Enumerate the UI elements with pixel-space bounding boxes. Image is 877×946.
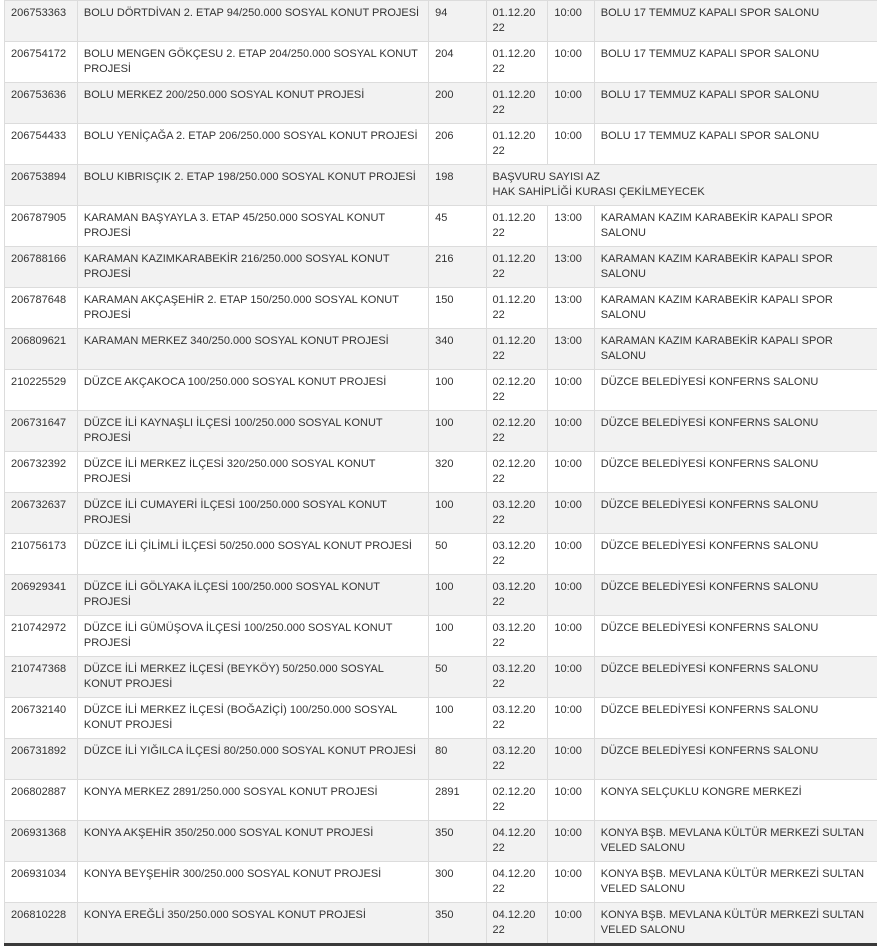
application-id-cell: 206754433 xyxy=(5,124,78,165)
draw-time-cell: 13:00 xyxy=(548,247,594,288)
draw-date-cell: 01.12.2022 xyxy=(486,42,548,83)
project-name-cell: DÜZCE İLİ GÜMÜŞOVA İLÇESİ 100/250.000 SOSYAL KONUT PROJESİ xyxy=(77,616,428,657)
draw-time-cell: 13:00 xyxy=(548,288,594,329)
unit-count-cell: 300 xyxy=(429,862,486,903)
table-row xyxy=(5,288,877,329)
table-row xyxy=(5,657,877,698)
draw-time-cell: 10:00 xyxy=(548,862,594,903)
application-id-cell: 206753363 xyxy=(5,1,78,42)
table-row xyxy=(5,575,877,616)
draw-date-cell: 03.12.2022 xyxy=(486,493,548,534)
draw-date-cell: 01.12.2022 xyxy=(486,1,548,42)
venue-cell: BOLU 17 TEMMUZ KAPALI SPOR SALONU xyxy=(594,1,877,42)
application-id-cell: 206929341 xyxy=(5,575,78,616)
project-name-cell: KARAMAN KAZIMKARABEKİR 216/250.000 SOSYAL KONUT PROJESİ xyxy=(77,247,428,288)
unit-count-cell: 150 xyxy=(429,288,486,329)
draw-time-cell: 10:00 xyxy=(548,124,594,165)
draw-date-cell: 01.12.2022 xyxy=(486,206,548,247)
project-name-cell: DÜZCE İLİ MERKEZ İLÇESİ 320/250.000 SOSYAL KONUT PROJESİ xyxy=(77,452,428,493)
application-id-cell: 206731647 xyxy=(5,411,78,452)
unit-count-cell: 206 xyxy=(429,124,486,165)
table-row xyxy=(5,739,877,780)
unit-count-cell: 50 xyxy=(429,534,486,575)
application-id-cell: 206732140 xyxy=(5,698,78,739)
unit-count-cell: 100 xyxy=(429,411,486,452)
application-id-cell: 206732392 xyxy=(5,452,78,493)
venue-cell: DÜZCE BELEDİYESİ KONFERNS SALONU xyxy=(594,452,877,493)
project-name-cell: DÜZCE İLİ CUMAYERİ İLÇESİ 100/250.000 SOSYAL KONUT PROJESİ xyxy=(77,493,428,534)
table-row xyxy=(5,452,877,493)
draw-time-cell: 10:00 xyxy=(548,452,594,493)
table-row xyxy=(5,862,877,903)
venue-cell: KARAMAN KAZIM KARABEKİR KAPALI SPOR SALONU xyxy=(594,329,877,370)
application-id-cell: 210747368 xyxy=(5,657,78,698)
unit-count-cell: 340 xyxy=(429,329,486,370)
unit-count-cell: 100 xyxy=(429,575,486,616)
application-id-cell: 206753894 xyxy=(5,165,78,206)
draw-time-cell: 10:00 xyxy=(548,83,594,124)
application-id-cell: 210225529 xyxy=(5,370,78,411)
draw-date-cell: 04.12.2022 xyxy=(486,862,548,903)
project-name-cell: BOLU MENGEN GÖKÇESU 2. ETAP 204/250.000 SOSYAL KONUT PROJESİ xyxy=(77,42,428,83)
venue-cell: KONYA BŞB. MEVLANA KÜLTÜR MERKEZİ SULTAN VELED SALONU xyxy=(594,862,877,903)
draw-date-cell: 02.12.2022 xyxy=(486,780,548,821)
application-id-cell: 206754172 xyxy=(5,42,78,83)
application-id-cell: 210756173 xyxy=(5,534,78,575)
application-id-cell: 206787905 xyxy=(5,206,78,247)
unit-count-cell: 198 xyxy=(429,165,486,206)
project-name-cell: KONYA MERKEZ 2891/250.000 SOSYAL KONUT PROJESİ xyxy=(77,780,428,821)
venue-cell: DÜZCE BELEDİYESİ KONFERNS SALONU xyxy=(594,616,877,657)
application-id-cell: 210742972 xyxy=(5,616,78,657)
unit-count-cell: 2891 xyxy=(429,780,486,821)
unit-count-cell: 100 xyxy=(429,698,486,739)
project-name-cell: DÜZCE İLİ MERKEZ İLÇESİ (BOĞAZİÇİ) 100/250.000 SOSYAL KONUT PROJESİ xyxy=(77,698,428,739)
draw-note-cell xyxy=(486,165,877,206)
venue-cell: KARAMAN KAZIM KARABEKİR KAPALI SPOR SALONU xyxy=(594,206,877,247)
draw-time-cell: 10:00 xyxy=(548,903,594,945)
project-name-cell: DÜZCE İLİ KAYNAŞLI İLÇESİ 100/250.000 SOSYAL KONUT PROJESİ xyxy=(77,411,428,452)
venue-cell: DÜZCE BELEDİYESİ KONFERNS SALONU xyxy=(594,739,877,780)
draw-time-cell: 13:00 xyxy=(548,329,594,370)
project-name-cell: KONYA EREĞLİ 350/250.000 SOSYAL KONUT PROJESİ xyxy=(77,903,428,945)
draw-note-line: HAK SAHİPLİĞİ KURASI ÇEKİLMEYECEK xyxy=(493,185,875,200)
venue-cell: DÜZCE BELEDİYESİ KONFERNS SALONU xyxy=(594,698,877,739)
table-row xyxy=(5,1,877,42)
unit-count-cell: 320 xyxy=(429,452,486,493)
unit-count-cell: 350 xyxy=(429,903,486,945)
draw-time-cell: 10:00 xyxy=(548,575,594,616)
unit-count-cell: 100 xyxy=(429,493,486,534)
draw-date-cell: 03.12.2022 xyxy=(486,739,548,780)
draw-date-cell: 04.12.2022 xyxy=(486,821,548,862)
unit-count-cell: 100 xyxy=(429,370,486,411)
unit-count-cell: 94 xyxy=(429,1,486,42)
draw-time-cell: 10:00 xyxy=(548,411,594,452)
table-row xyxy=(5,83,877,124)
application-id-cell: 206787648 xyxy=(5,288,78,329)
venue-cell: BOLU 17 TEMMUZ KAPALI SPOR SALONU xyxy=(594,42,877,83)
project-name-cell: KONYA AKŞEHİR 350/250.000 SOSYAL KONUT PROJESİ xyxy=(77,821,428,862)
draw-note-line: BAŞVURU SAYISI AZ xyxy=(493,170,875,185)
unit-count-cell: 200 xyxy=(429,83,486,124)
project-name-cell: BOLU MERKEZ 200/250.000 SOSYAL KONUT PROJESİ xyxy=(77,83,428,124)
draw-time-cell: 10:00 xyxy=(548,534,594,575)
project-name-cell: BOLU YENİÇAĞA 2. ETAP 206/250.000 SOSYAL KONUT PROJESİ xyxy=(77,124,428,165)
draw-time-cell: 10:00 xyxy=(548,821,594,862)
venue-cell: KONYA SELÇUKLU KONGRE MERKEZİ xyxy=(594,780,877,821)
application-id-cell: 206788166 xyxy=(5,247,78,288)
unit-count-cell: 80 xyxy=(429,739,486,780)
project-name-cell: BOLU DÖRTDİVAN 2. ETAP 94/250.000 SOSYAL KONUT PROJESİ xyxy=(77,1,428,42)
application-id-cell: 206732637 xyxy=(5,493,78,534)
unit-count-cell: 204 xyxy=(429,42,486,83)
project-name-cell: DÜZCE İLİ GÖLYAKA İLÇESİ 100/250.000 SOSYAL KONUT PROJESİ xyxy=(77,575,428,616)
draw-time-cell: 10:00 xyxy=(548,657,594,698)
unit-count-cell: 50 xyxy=(429,657,486,698)
table-row xyxy=(5,124,877,165)
draw-time-cell: 10:00 xyxy=(548,739,594,780)
draw-date-cell: 01.12.2022 xyxy=(486,247,548,288)
unit-count-cell: 45 xyxy=(429,206,486,247)
unit-count-cell: 216 xyxy=(429,247,486,288)
draw-date-cell: 02.12.2022 xyxy=(486,370,548,411)
unit-count-cell: 100 xyxy=(429,616,486,657)
table-row xyxy=(5,42,877,83)
table-row xyxy=(5,411,877,452)
draw-date-cell: 01.12.2022 xyxy=(486,124,548,165)
venue-cell: DÜZCE BELEDİYESİ KONFERNS SALONU xyxy=(594,657,877,698)
draw-date-cell: 03.12.2022 xyxy=(486,575,548,616)
project-name-cell: DÜZCE İLİ ÇİLİMLİ İLÇESİ 50/250.000 SOSYAL KONUT PROJESİ xyxy=(77,534,428,575)
venue-cell: KARAMAN KAZIM KARABEKİR KAPALI SPOR SALONU xyxy=(594,288,877,329)
draw-date-cell: 01.12.2022 xyxy=(486,288,548,329)
venue-cell: DÜZCE BELEDİYESİ KONFERNS SALONU xyxy=(594,370,877,411)
lottery-schedule-table xyxy=(4,0,877,946)
venue-cell: KONYA BŞB. MEVLANA KÜLTÜR MERKEZİ SULTAN VELED SALONU xyxy=(594,821,877,862)
project-name-cell: KARAMAN BAŞYAYLA 3. ETAP 45/250.000 SOSYAL KONUT PROJESİ xyxy=(77,206,428,247)
draw-date-cell: 03.12.2022 xyxy=(486,657,548,698)
venue-cell: BOLU 17 TEMMUZ KAPALI SPOR SALONU xyxy=(594,124,877,165)
table-row xyxy=(5,370,877,411)
venue-cell: KARAMAN KAZIM KARABEKİR KAPALI SPOR SALONU xyxy=(594,247,877,288)
application-id-cell: 206809621 xyxy=(5,329,78,370)
venue-cell: DÜZCE BELEDİYESİ KONFERNS SALONU xyxy=(594,493,877,534)
project-name-cell: DÜZCE İLİ MERKEZ İLÇESİ (BEYKÖY) 50/250.000 SOSYAL KONUT PROJESİ xyxy=(77,657,428,698)
unit-count-cell: 350 xyxy=(429,821,486,862)
venue-cell: BOLU 17 TEMMUZ KAPALI SPOR SALONU xyxy=(594,83,877,124)
table-row xyxy=(5,165,877,206)
draw-time-cell: 10:00 xyxy=(548,616,594,657)
venue-cell: KONYA BŞB. MEVLANA KÜLTÜR MERKEZİ SULTAN VELED SALONU xyxy=(594,903,877,945)
table-row xyxy=(5,780,877,821)
project-name-cell: BOLU KIBRISÇIK 2. ETAP 198/250.000 SOSYAL KONUT PROJESİ xyxy=(77,165,428,206)
draw-time-cell: 10:00 xyxy=(548,42,594,83)
application-id-cell: 206931034 xyxy=(5,862,78,903)
application-id-cell: 206802887 xyxy=(5,780,78,821)
application-id-cell: 206931368 xyxy=(5,821,78,862)
project-name-cell: KARAMAN AKÇAŞEHİR 2. ETAP 150/250.000 SOSYAL KONUT PROJESİ xyxy=(77,288,428,329)
draw-date-cell: 03.12.2022 xyxy=(486,698,548,739)
draw-date-cell: 01.12.2022 xyxy=(486,83,548,124)
table-row xyxy=(5,616,877,657)
project-name-cell: KARAMAN MERKEZ 340/250.000 SOSYAL KONUT PROJESİ xyxy=(77,329,428,370)
draw-date-cell: 03.12.2022 xyxy=(486,616,548,657)
venue-cell: DÜZCE BELEDİYESİ KONFERNS SALONU xyxy=(594,575,877,616)
table-row xyxy=(5,821,877,862)
draw-date-cell: 03.12.2022 xyxy=(486,534,548,575)
draw-date-cell: 01.12.2022 xyxy=(486,329,548,370)
draw-date-cell: 02.12.2022 xyxy=(486,452,548,493)
application-id-cell: 206731892 xyxy=(5,739,78,780)
table-row xyxy=(5,534,877,575)
draw-date-cell: 02.12.2022 xyxy=(486,411,548,452)
table-row xyxy=(5,493,877,534)
table-body xyxy=(5,1,877,946)
draw-time-cell: 10:00 xyxy=(548,493,594,534)
table-row xyxy=(5,903,877,945)
application-id-cell: 206810228 xyxy=(5,903,78,945)
project-name-cell: DÜZCE İLİ YIĞILCA İLÇESİ 80/250.000 SOSYAL KONUT PROJESİ xyxy=(77,739,428,780)
venue-cell: DÜZCE BELEDİYESİ KONFERNS SALONU xyxy=(594,534,877,575)
draw-time-cell: 10:00 xyxy=(548,1,594,42)
draw-date-cell: 04.12.2022 xyxy=(486,903,548,945)
table-row xyxy=(5,206,877,247)
table-row xyxy=(5,247,877,288)
draw-time-cell: 10:00 xyxy=(548,780,594,821)
application-id-cell: 206753636 xyxy=(5,83,78,124)
draw-time-cell: 10:00 xyxy=(548,698,594,739)
draw-time-cell: 13:00 xyxy=(548,206,594,247)
project-name-cell: KONYA BEYŞEHİR 300/250.000 SOSYAL KONUT PROJESİ xyxy=(77,862,428,903)
draw-time-cell: 10:00 xyxy=(548,370,594,411)
table-row xyxy=(5,698,877,739)
project-name-cell: DÜZCE AKÇAKOCA 100/250.000 SOSYAL KONUT PROJESİ xyxy=(77,370,428,411)
venue-cell: DÜZCE BELEDİYESİ KONFERNS SALONU xyxy=(594,411,877,452)
table-row xyxy=(5,329,877,370)
